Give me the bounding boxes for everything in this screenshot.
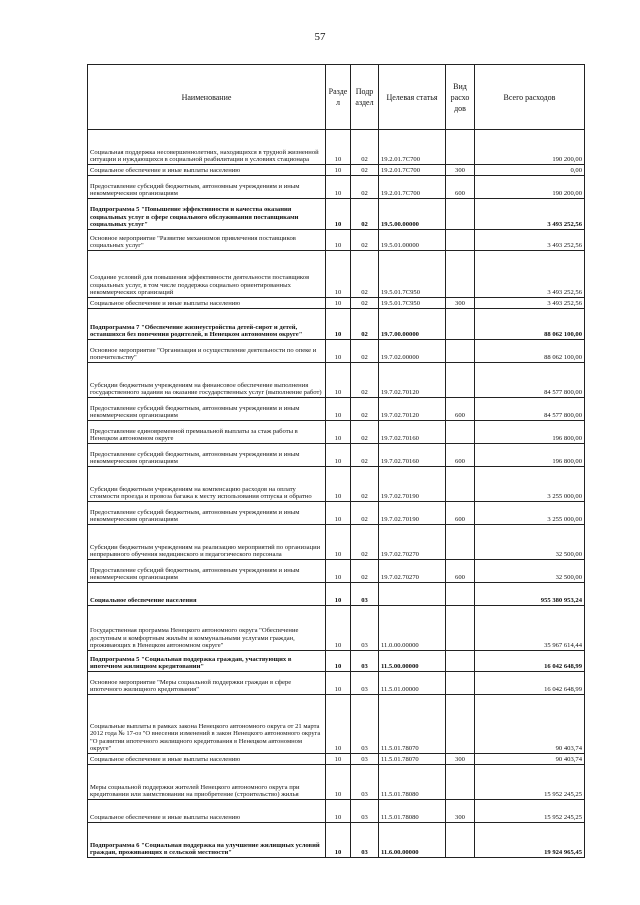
row-expense-type xyxy=(446,309,475,340)
table-row xyxy=(88,363,585,398)
header-expense-type: Вид расхо дов xyxy=(446,65,475,130)
row-expense-type: 600 xyxy=(446,560,475,583)
row-amount: 3 493 252,56 xyxy=(475,251,585,298)
row-section: 10 xyxy=(326,525,351,560)
row-name: Социальное обеспечение и иные выплаты населению xyxy=(88,165,326,176)
row-name: Основное мероприятие "Развитие механизмов привлечения поставщиков социальных услуг" xyxy=(88,230,326,251)
row-amount: 88 062 100,00 xyxy=(475,309,585,340)
page-number: 57 xyxy=(314,31,326,43)
row-name: Подпрограмма 5 "Социальная поддержка граждан, участвующих в ипотечном жилищном кредитовании" xyxy=(88,651,326,672)
row-expense-type xyxy=(446,525,475,560)
row-subsection: 02 xyxy=(351,176,379,199)
row-subsection: 03 xyxy=(351,765,379,800)
row-expense-type xyxy=(446,421,475,444)
row-expense-type: 300 xyxy=(446,800,475,823)
row-target: 19.7.02.70270 xyxy=(379,560,446,583)
table-row xyxy=(88,421,585,444)
table-row xyxy=(88,502,585,525)
row-section: 10 xyxy=(326,130,351,165)
row-expense-type xyxy=(446,230,475,251)
row-target: 19.7.02.70160 xyxy=(379,421,446,444)
row-subsection: 02 xyxy=(351,230,379,251)
row-amount: 3 255 000,00 xyxy=(475,502,585,525)
row-section: 10 xyxy=(326,765,351,800)
table-row xyxy=(88,398,585,421)
row-amount: 196 800,00 xyxy=(475,444,585,467)
row-section: 10 xyxy=(326,800,351,823)
row-subsection: 02 xyxy=(351,165,379,176)
row-name: Субсидии бюджетным учреждениям на реализацию мероприятий по организации непрерывного обучения медицинского и педагогического персонала xyxy=(88,525,326,560)
row-section: 10 xyxy=(326,421,351,444)
row-expense-type: 600 xyxy=(446,176,475,199)
row-subsection: 03 xyxy=(351,695,379,754)
row-subsection: 02 xyxy=(351,340,379,363)
row-target: 11.5.01.78070 xyxy=(379,754,446,765)
row-expense-type xyxy=(446,672,475,695)
row-section: 10 xyxy=(326,398,351,421)
row-expense-type: 600 xyxy=(446,398,475,421)
row-target: 19.7.02.70190 xyxy=(379,467,446,502)
table-row xyxy=(88,309,585,340)
row-section: 10 xyxy=(326,199,351,230)
row-amount: 3 493 252,56 xyxy=(475,298,585,309)
row-subsection: 02 xyxy=(351,467,379,502)
row-name: Предоставление субсидий бюджетным, автономным учреждениям и иным некоммерческим организациям xyxy=(88,560,326,583)
row-expense-type xyxy=(446,199,475,230)
row-amount: 190 200,00 xyxy=(475,130,585,165)
row-name: Социальная поддержка несовершеннолетних, находящихся в трудной жизненной ситуации и нуждающихся в социальной реабилитации в условиях стационара xyxy=(88,130,326,165)
row-section: 10 xyxy=(326,754,351,765)
table-row xyxy=(88,695,585,754)
row-expense-type xyxy=(446,765,475,800)
row-subsection: 02 xyxy=(351,560,379,583)
row-target: 11.5.00.00000 xyxy=(379,651,446,672)
table-header-row xyxy=(88,65,585,130)
row-amount: 32 500,00 xyxy=(475,560,585,583)
row-name: Подпрограмма 5 "Повышение эффективности и качества оказания социальных услуг в сфере социального обслуживания поставщиками социальных услуг" xyxy=(88,199,326,230)
table-row xyxy=(88,444,585,467)
table-row xyxy=(88,165,585,176)
table-row xyxy=(88,754,585,765)
table-row xyxy=(88,525,585,560)
table-row xyxy=(88,672,585,695)
table-row xyxy=(88,130,585,165)
table-row xyxy=(88,560,585,583)
row-section: 10 xyxy=(326,176,351,199)
row-target: 19.7.02.00000 xyxy=(379,340,446,363)
row-name: Социальное обеспечение населения xyxy=(88,583,326,606)
row-target: 19.5.01.00000 xyxy=(379,230,446,251)
table-row xyxy=(88,651,585,672)
row-amount: 84 577 800,00 xyxy=(475,363,585,398)
table-row xyxy=(88,230,585,251)
row-section: 10 xyxy=(326,672,351,695)
row-section: 10 xyxy=(326,695,351,754)
row-expense-type xyxy=(446,695,475,754)
row-amount: 16 042 648,99 xyxy=(475,651,585,672)
table-row xyxy=(88,467,585,502)
row-expense-type: 300 xyxy=(446,165,475,176)
table-row xyxy=(88,765,585,800)
row-name: Субсидии бюджетным учреждениям на финансовое обеспечение выполнения государственного задания на оказание государственных услуг (выполнение работ) xyxy=(88,363,326,398)
row-target: 19.7.02.70190 xyxy=(379,502,446,525)
row-name: Основное мероприятие "Меры социальной поддержки граждан в сфере ипотечного жилищного кредитования" xyxy=(88,672,326,695)
row-subsection: 02 xyxy=(351,298,379,309)
row-target: 11.0.00.00000 xyxy=(379,606,446,651)
row-name: Создание условий для повышения эффективности деятельности поставщиков социальных услуг, в том числе поддержка социально ориентированных некоммерческих организаций xyxy=(88,251,326,298)
row-expense-type xyxy=(446,340,475,363)
row-name: Предоставление единовременной премиальной выплаты за стаж работы в Ненецком автономном округе xyxy=(88,421,326,444)
row-section: 10 xyxy=(326,309,351,340)
row-section: 10 xyxy=(326,560,351,583)
row-subsection: 03 xyxy=(351,606,379,651)
row-target: 11.5.01.78080 xyxy=(379,765,446,800)
table-row xyxy=(88,298,585,309)
row-amount: 955 380 953,24 xyxy=(475,583,585,606)
row-target: 11.5.01.78080 xyxy=(379,800,446,823)
row-expense-type xyxy=(446,130,475,165)
table-row xyxy=(88,176,585,199)
row-target: 11.5.01.00000 xyxy=(379,672,446,695)
table-row xyxy=(88,606,585,651)
table-body xyxy=(88,130,585,858)
row-section: 10 xyxy=(326,230,351,251)
row-target: 19.5.01.7С950 xyxy=(379,298,446,309)
row-section: 10 xyxy=(326,583,351,606)
row-name: Государственная программа Ненецкого автономного округа "Обеспечение доступным и комфортным жильём и коммунальными услугами граждан, проживающих в Ненецком автономном округе" xyxy=(88,606,326,651)
row-section: 10 xyxy=(326,251,351,298)
row-subsection: 03 xyxy=(351,800,379,823)
row-subsection: 03 xyxy=(351,651,379,672)
row-name: Предоставление субсидий бюджетным, автономным учреждениям и иным некоммерческим организациям xyxy=(88,176,326,199)
row-name: Субсидии бюджетным учреждениям на компенсацию расходов на оплату стоимости проезда и провоза багажа к месту использования отпуска и обратно xyxy=(88,467,326,502)
row-section: 10 xyxy=(326,606,351,651)
row-expense-type: 300 xyxy=(446,754,475,765)
row-expense-type xyxy=(446,583,475,606)
row-name: Меры социальной поддержки жителей Ненецкого автономного округа при кредитовании или заимствовании на приобретение (строительство) жилья xyxy=(88,765,326,800)
row-amount: 0,00 xyxy=(475,165,585,176)
row-name: Предоставление субсидий бюджетным, автономным учреждениям и иным некоммерческим организациям xyxy=(88,502,326,525)
row-section: 10 xyxy=(326,165,351,176)
row-subsection: 03 xyxy=(351,672,379,695)
header-section: Разде л xyxy=(326,65,351,130)
row-subsection: 03 xyxy=(351,754,379,765)
row-amount: 88 062 100,00 xyxy=(475,340,585,363)
row-expense-type xyxy=(446,606,475,651)
row-subsection: 02 xyxy=(351,199,379,230)
row-amount: 15 952 245,25 xyxy=(475,765,585,800)
header-total: Всего расходов xyxy=(475,65,585,130)
table-row xyxy=(88,800,585,823)
row-amount: 35 967 614,44 xyxy=(475,606,585,651)
row-amount: 84 577 800,00 xyxy=(475,398,585,421)
budget-table xyxy=(87,64,585,858)
row-section: 10 xyxy=(326,444,351,467)
row-subsection: 02 xyxy=(351,525,379,560)
row-target: 19.7.02.70120 xyxy=(379,363,446,398)
row-subsection: 03 xyxy=(351,583,379,606)
row-amount: 196 800,00 xyxy=(475,421,585,444)
row-amount: 3 493 252,56 xyxy=(475,199,585,230)
table-row xyxy=(88,823,585,858)
row-name: Социальное обеспечение и иные выплаты населению xyxy=(88,298,326,309)
row-target: 19.2.01.7С700 xyxy=(379,130,446,165)
row-subsection: 02 xyxy=(351,502,379,525)
row-target: 19.7.02.70120 xyxy=(379,398,446,421)
header-target: Целевая статья xyxy=(379,65,446,130)
table-row xyxy=(88,583,585,606)
row-amount: 90 403,74 xyxy=(475,695,585,754)
row-expense-type xyxy=(446,651,475,672)
row-expense-type: 600 xyxy=(446,502,475,525)
row-target: 11.6.00.00000 xyxy=(379,823,446,858)
row-expense-type xyxy=(446,823,475,858)
row-target: 19.7.02.70270 xyxy=(379,525,446,560)
row-expense-type xyxy=(446,363,475,398)
row-amount: 16 042 648,99 xyxy=(475,672,585,695)
header-subsection: Подр аздел xyxy=(351,65,379,130)
row-amount: 190 200,00 xyxy=(475,176,585,199)
row-section: 10 xyxy=(326,502,351,525)
row-subsection: 02 xyxy=(351,251,379,298)
row-name: Предоставление субсидий бюджетным, автономным учреждениям и иным некоммерческим организациям xyxy=(88,444,326,467)
row-subsection: 02 xyxy=(351,421,379,444)
row-target: 19.5.00.00000 xyxy=(379,199,446,230)
row-name: Социальное обеспечение и иные выплаты населению xyxy=(88,754,326,765)
row-target: 19.7.02.70160 xyxy=(379,444,446,467)
row-subsection: 02 xyxy=(351,363,379,398)
header-name: Наименование xyxy=(88,65,326,130)
row-amount: 32 500,00 xyxy=(475,525,585,560)
row-target: 19.7.00.00000 xyxy=(379,309,446,340)
row-section: 10 xyxy=(326,340,351,363)
row-target: 19.2.01.7С700 xyxy=(379,176,446,199)
row-section: 10 xyxy=(326,467,351,502)
row-subsection: 02 xyxy=(351,444,379,467)
row-expense-type xyxy=(446,467,475,502)
row-subsection: 02 xyxy=(351,398,379,421)
row-target: 19.2.01.7С700 xyxy=(379,165,446,176)
row-amount: 19 924 965,45 xyxy=(475,823,585,858)
row-target xyxy=(379,583,446,606)
row-amount: 15 952 245,25 xyxy=(475,800,585,823)
row-expense-type xyxy=(446,251,475,298)
row-subsection: 02 xyxy=(351,130,379,165)
row-name: Предоставление субсидий бюджетным, автономным учреждениям и иным некоммерческим организациям xyxy=(88,398,326,421)
row-name: Социальное обеспечение и иные выплаты населению xyxy=(88,800,326,823)
row-amount: 90 403,74 xyxy=(475,754,585,765)
row-target: 19.5.01.7С950 xyxy=(379,251,446,298)
row-expense-type: 300 xyxy=(446,298,475,309)
row-section: 10 xyxy=(326,823,351,858)
row-expense-type: 600 xyxy=(446,444,475,467)
row-target: 11.5.01.78070 xyxy=(379,695,446,754)
row-subsection: 02 xyxy=(351,309,379,340)
row-amount: 3 493 252,56 xyxy=(475,230,585,251)
row-name: Подпрограмма 6 "Социальная поддержка на улучшение жилищных условий граждан, проживающих в сельской местности" xyxy=(88,823,326,858)
row-section: 10 xyxy=(326,298,351,309)
row-section: 10 xyxy=(326,363,351,398)
row-name: Социальные выплаты в рамках закона Ненецкого автономного округа от 21 марта 2012 года № 17-оз "О внесении изменений в закон Ненецкого автономного округа "О развитии ипотечного жилищного кредитования в Ненецком автономном округе" xyxy=(88,695,326,754)
table-row xyxy=(88,251,585,298)
row-name: Основное мероприятие "Организация и осуществление деятельности по опеке и попечительству" xyxy=(88,340,326,363)
table-row xyxy=(88,199,585,230)
table-row xyxy=(88,340,585,363)
row-subsection: 03 xyxy=(351,823,379,858)
row-name: Подпрограмма 7 "Обеспечение жизнеустройства детей-сирот и детей, оставшихся без попечения родителей, в Ненецком автономном округе" xyxy=(88,309,326,340)
row-section: 10 xyxy=(326,651,351,672)
row-amount: 3 255 000,00 xyxy=(475,467,585,502)
